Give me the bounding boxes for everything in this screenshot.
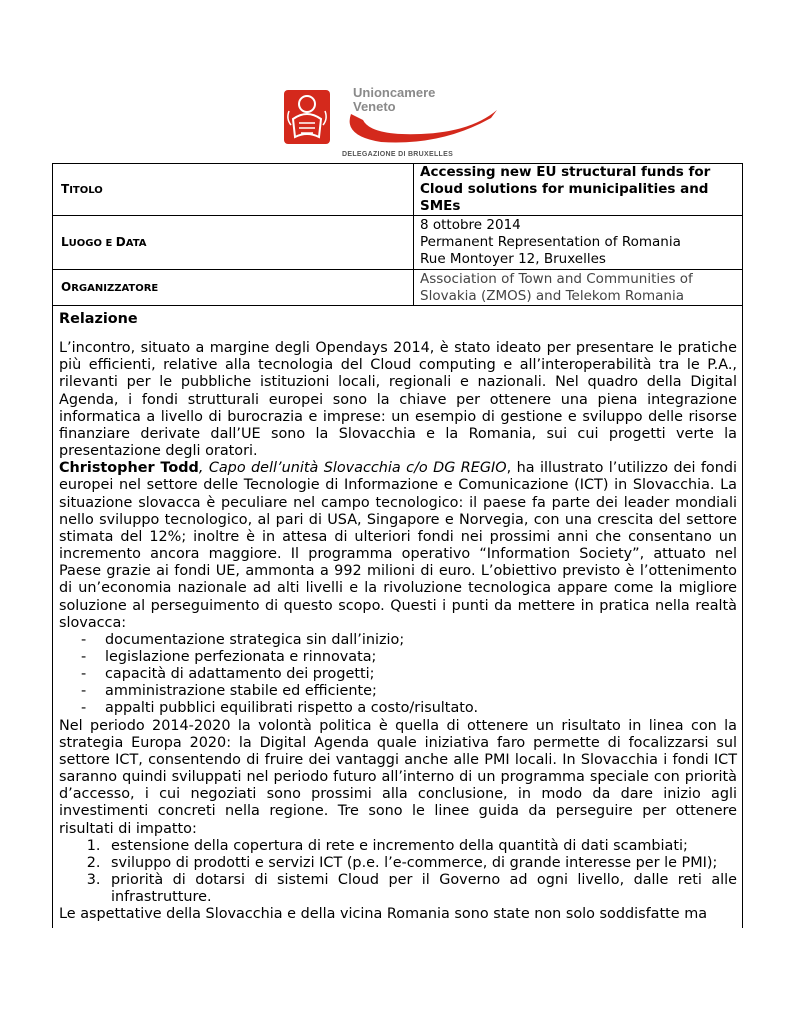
speaker-paragraph [59, 460, 737, 632]
list-item: - capacità di adattamento dei progetti; [81, 666, 737, 683]
list-item: - appalti pubblici equilibrati rispetto a costo/risultato. [81, 700, 737, 717]
list-item: - amministrazione stabile ed efficiente; [81, 683, 737, 700]
speaker-name: Christopher Todd [59, 460, 199, 477]
report-intro-paragraph: L’incontro, situato a margine degli Opendays 2014, è stato ideato per presentare le pratiche più efficienti, relative alla tecnologia del Cloud computing e all’interoperabilità tra le P.A., rilevanti per le pubbliche istituzioni locali, regionali e nazionali. Nel quadro della Digital Agenda, i fondi strutturali europei sono la chiave per ottenere una piena integrazione informatica a livello di burocrazia e imprese: un esempio di gestione e sviluppo delle risorse finanziare derivate dall’UE sono la Slovacchia e la Romania, sui cui progetti verte la presentazione degli oratori. [59, 340, 737, 460]
speaker-paragraph-text: , ha illustrato l’utilizzo dei fondi europei nel settore delle Tecnologie di Informazione e Comunicazione (ICT) in Slovacchia. La situazione slovacca è peculiare nel campo tecnologico: il paese fa parte dei leader mondiali nello sviluppo tecnologico, al pari di USA, Singapore e Norvegia, con una crescita del settore stimata del 12%; inoltre è in attesa di ulteriori fondi nei prossimi anni che consentano un incremento ancora maggiore. Il programma operativo “Information Society”, attuato nel Paese grazie ai fondi UE, ammonta a 992 milioni di euro. L’obiettivo previsto è l’ottenimento di un’economia nazionale ad alti livelli e la rivoluzione tecnologica appare come la migliore soluzione al perseguimento di questo scopo. Questi i punti da mettere in pratica nella realtà slovacca: [59, 460, 737, 631]
period-paragraph: Nel periodo 2014-2020 la volontà politica è quella di ottenere un risultato in linea con la strategia Europa 2020: la Digital Agenda quale iniziativa faro permette di focalizzarsi sul settore ICT, consentendo di fruire dei vantaggi anche alle PMI locali. In Slovacchia i fondi ICT saranno quindi sviluppati nel periodo futuro all’interno di un programma speciale con priorità d’accesso, i cui negoziati sono prossimi alla conclusione, in modo da dare inizio agli investimenti concreti nella regione. Tre sono le linee guida da perseguire per ottenere risultati di impatto: [59, 717, 737, 837]
label-titolo: TITOLO [53, 164, 414, 216]
label-luogo-data: LUOGO E DATA [53, 216, 414, 270]
value-organizzatore: Association of Town and Communities of Slovakia (ZMOS) and Telekom Romania [414, 270, 743, 306]
report-section [52, 305, 743, 928]
list-item: - documentazione strategica sin dall’inizio; [81, 632, 737, 649]
logo-swoosh-icon [341, 106, 501, 146]
logo-name-line2: Veneto [353, 99, 396, 114]
logo-subtitle: DELEGAZIONE DI BRUXELLES [342, 151, 454, 158]
points-list [59, 632, 737, 718]
speaker-role: , Capo dell’unità Slovacchia c/o DG REGIO [198, 460, 507, 477]
list-item: - legislazione perfezionata e rinnovata; [81, 649, 737, 666]
report-heading: Relazione [59, 311, 138, 327]
meta-row-place-date [53, 216, 743, 270]
logo-name-line1: Unioncamere [353, 85, 436, 100]
list-item: 3. priorità di dotarsi di sistemi Cloud per il Governo ad ogni livello, dalle reti alle infrastrutture. [105, 872, 737, 906]
expectations-paragraph: Le aspettative della Slovacchia e della vicina Romania sono state non solo soddisfatte ma [59, 906, 708, 923]
list-item: 1. estensione della copertura di rete e incremento della quantità di dati scambiati; [105, 838, 737, 855]
meta-row-organizer [53, 270, 743, 306]
meta-row-title [53, 164, 743, 216]
lion-emblem-icon [283, 89, 331, 145]
guidelines-list [59, 838, 737, 907]
list-item: 2. sviluppo di prodotti e servizi ICT (p.e. l’e-commerce, di grande interesse per le PMI); [105, 855, 737, 872]
label-organizzatore: ORGANIZZATORE [53, 270, 414, 306]
meta-table [52, 163, 743, 306]
value-luogo-data: 8 ottobre 2014 Permanent Representation of Romania Rue Montoyer 12, Bruxelles [414, 216, 743, 270]
value-titolo: Accessing new EU structural funds for Cloud solutions for municipalities and SMEs [414, 164, 743, 216]
